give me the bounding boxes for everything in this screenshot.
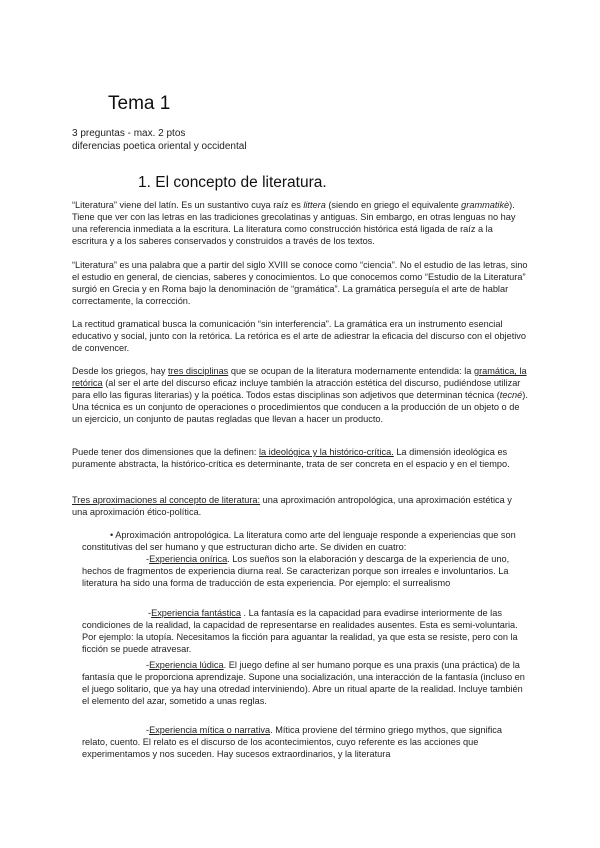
text: La dimensión ideológica es puramente abstracta, la histórico-crítica es determinante, trata de ser concreta en el espacio y en el tiempo. bbox=[72, 447, 510, 469]
underlined-term: Experiencia onírica bbox=[149, 554, 228, 564]
text: ). Tiene que ver con las letras en las tradiciones grecolatinas y antiguas. Sin embargo, en otras lenguas no hay una referencia inmediata a la escritura. La literatura como construcción histórica está ligada de raíz a la escritura y a los saberes conservados y construidos a través de los textos. bbox=[72, 200, 516, 246]
dash: - bbox=[146, 660, 150, 670]
dash: - bbox=[146, 725, 150, 735]
subitem-onirica bbox=[82, 553, 528, 589]
underlined-term: Tres aproximaciones al concepto de literatura: bbox=[72, 495, 261, 505]
text: “Literatura” viene del latín. Es un sustantivo cuya raíz es bbox=[72, 200, 304, 210]
text: ). Una técnica es un conjunto de operaciones o procedimientos que conducen a la producción de un objeto o de un ejercicio, un conjunto de pautas regladas que llevan a hacer un producto. bbox=[72, 390, 528, 424]
text: . Los sueños son la elaboración y descarga de la experiencia de uno, hechos de fragmentos de experiencia diurna real. Se caracterizan porque son irreales e involuntarios. La literatura ha sido una forma de traducción de esta experiencia. Por ejemplo: el surrealismo bbox=[82, 554, 510, 588]
paragraph-dimensiones bbox=[72, 446, 528, 470]
section-title: 1. El concepto de literatura. bbox=[138, 174, 327, 191]
underlined-term: Experiencia fantástica bbox=[151, 608, 241, 618]
paragraph-aproximaciones bbox=[72, 494, 528, 518]
subitem-ludica bbox=[82, 659, 528, 707]
paragraph-etymology bbox=[72, 199, 528, 247]
underlined-term: la ideológica y la histórico-crítica. bbox=[258, 447, 394, 457]
text: que se ocupan de la literatura modernamente entendida: la bbox=[228, 366, 474, 376]
bullet-antropologica: • Aproximación antropológica. La literatura como arte del lenguaje responde a experiencias que son constitutivas del ser humano y que estructuran dicho arte. Se dividen en cuatro: bbox=[82, 530, 516, 552]
term-grammatike: grammatikè bbox=[461, 200, 510, 210]
dash: - bbox=[146, 554, 150, 564]
paragraph-ciencia: “Literatura” es una palabra que a partir del siglo XVIII se conoce como “ciencia”. No el estudio de las letras, sino el estudio en general, de ciencias, saberes y conocimientos. Lo que conocemos como “Estudio de la Literatura” surgió en Grecia y en Roma bajo la denominación de “gramática”. La gramática perseguía el arte de hablar correctamente, la corrección. bbox=[72, 260, 528, 306]
underlined-term: tres disciplinas bbox=[168, 366, 229, 376]
subitem-fantastica bbox=[82, 607, 528, 655]
meta-line-2: diferencias poetica oriental y occidental bbox=[72, 141, 247, 152]
paragraph-disciplinas bbox=[72, 365, 528, 425]
text: Puede tener dos dimensiones que la definen: bbox=[72, 447, 259, 457]
text: (al ser el arte del discurso eficaz incluye también la atracción estética del discurso, pudiéndose utilizar para ello las figuras literarias) y la poética. Todos estas disciplinas son adjetivos que determinan técnica ( bbox=[72, 378, 521, 400]
subitem-mitica bbox=[82, 724, 528, 760]
text: . El juego define al ser humano porque es una praxis (una práctica) de la fantasía que le proporciona aprendizaje. Supone una socialización, una interacción de la fantasía (incluso en el juego solitario, que ya hay una otredad interviniendo). Abre un ritual aparte de la realidad. Incluye también el elemento del azar, sometido a unas reglas. bbox=[82, 660, 525, 706]
page-title: Tema 1 bbox=[108, 93, 171, 114]
text: Desde los griegos, hay bbox=[72, 366, 169, 376]
text: . Mítica proviene del término griego mythos, que significa relato, cuento. El relato es el discurso de los acontecimientos, cuyo referente es las acciones que experimentamos y nos suceden. Hay sucesos extraordinarios, y la literatura bbox=[82, 725, 502, 759]
text: (siendo en griego el equivalente bbox=[325, 200, 462, 210]
term-tecne: tecné bbox=[499, 390, 523, 400]
dash: - bbox=[148, 608, 152, 618]
meta-line-1: 3 preguntas - max. 2 ptos bbox=[72, 128, 186, 139]
underlined-term: Experiencia lúdica bbox=[149, 660, 224, 670]
text: . La fantasía es la capacidad para evadirse interiormente de las condiciones de la realidad, la capacidad de representarse en realidades ausentes. Esta es semi-voluntaria. Por ejemplo: la utopía. Necesitamos la ficción para aguantar la realidad, ya que esta se resiste, pero con la ficción se puede atravesar. bbox=[82, 608, 518, 654]
text: una aproximación antropológica, una aproximación estética y una aproximación ético-política. bbox=[72, 495, 512, 517]
underlined-term: Experiencia mítica o narrativa bbox=[149, 725, 271, 735]
paragraph-retorica: La rectitud gramatical busca la comunicación “sin interferencia”. La gramática era un instrumento esencial educativo y social, junto con la retórica. La retórica es el arte de adiestrar la eficacia del discurso con el objetivo de convencer. bbox=[72, 319, 527, 353]
term-littera: littera bbox=[303, 200, 326, 210]
underlined-term: gramática, la retórica bbox=[72, 366, 527, 388]
